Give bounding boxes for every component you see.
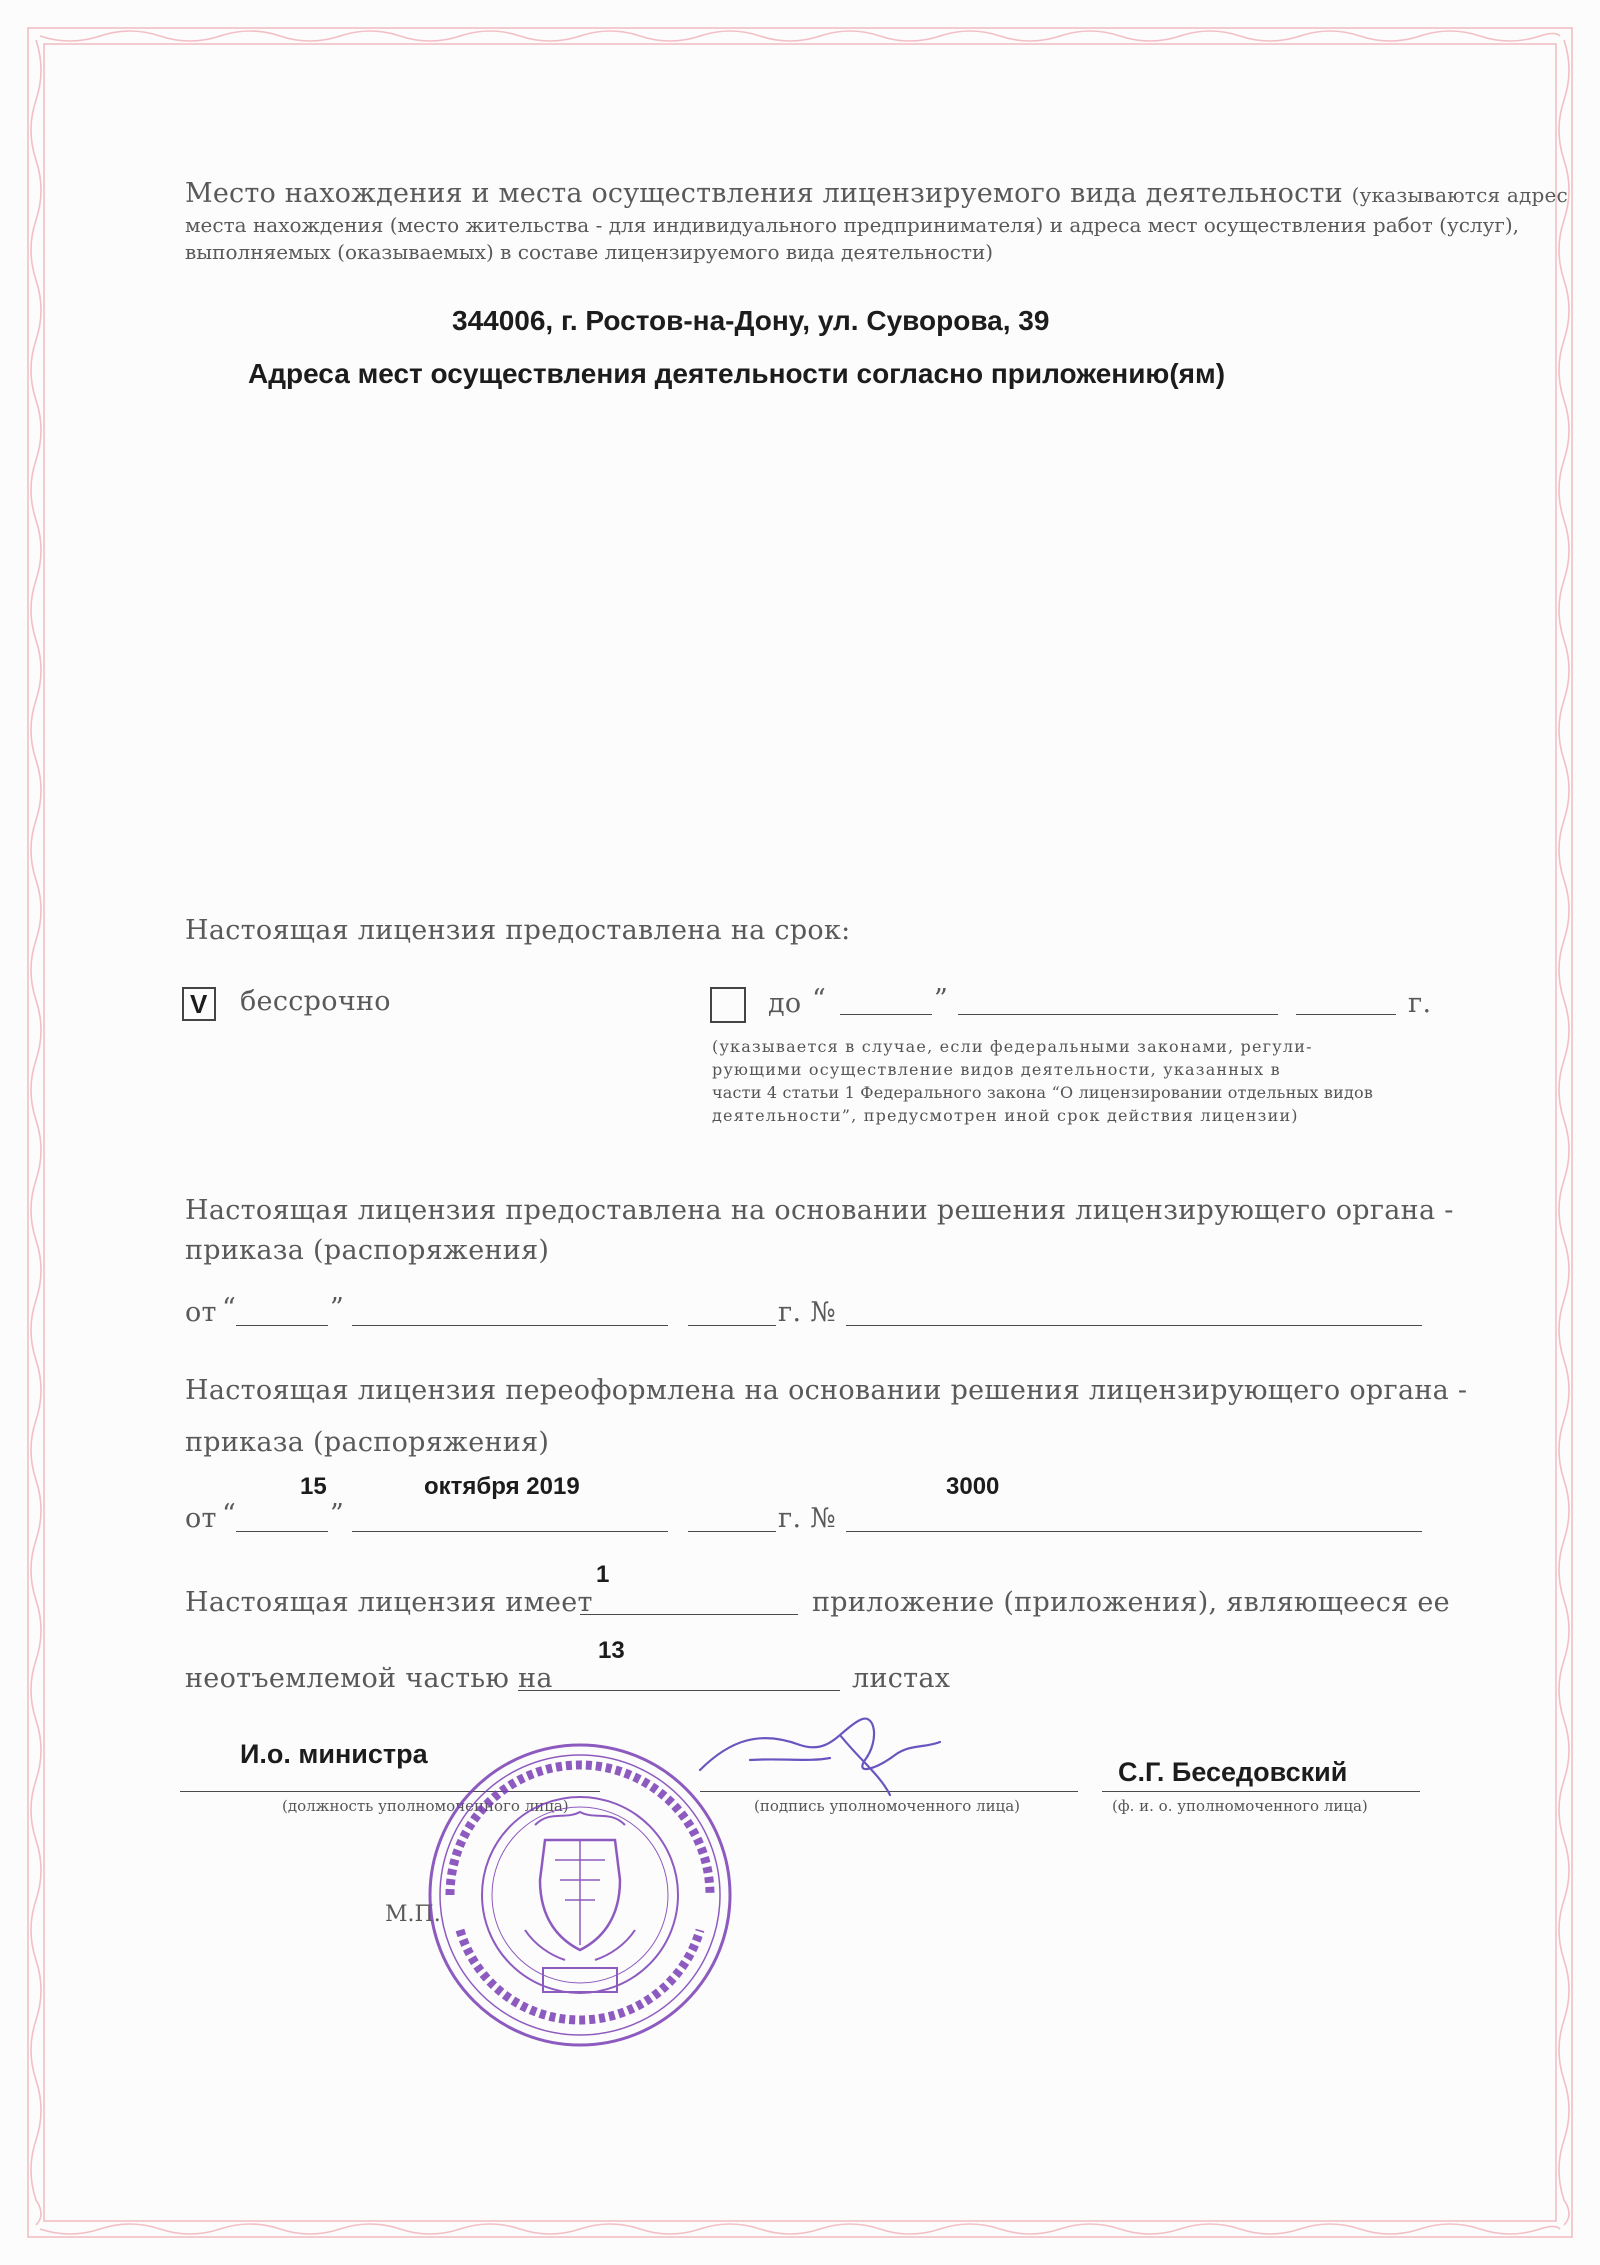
granted-day-line bbox=[236, 1325, 328, 1326]
check-mark: V bbox=[190, 989, 208, 1019]
position-caption: (должность уполномоченного лица) bbox=[282, 1797, 569, 1815]
granted-number-line bbox=[846, 1325, 1422, 1326]
location-note-line3: выполняемых (оказываемых) в составе лицензируемого вида деятельности) bbox=[185, 240, 994, 264]
reissued-month-year: октября 2019 bbox=[424, 1473, 580, 1500]
reissued-line2: приказа (распоряжения) bbox=[185, 1427, 550, 1458]
appendix-count-line bbox=[580, 1614, 798, 1615]
until-close-quote: ” bbox=[934, 984, 949, 1015]
reissued-year-line bbox=[688, 1531, 776, 1532]
name-line bbox=[1102, 1791, 1420, 1792]
signatory-name: С.Г. Беседовский bbox=[1118, 1757, 1348, 1787]
reissued-from-label: от bbox=[185, 1503, 217, 1534]
term-note-line1: (указывается в случае, если федеральными законами, регули- bbox=[712, 1037, 1313, 1056]
reissued-number-line bbox=[846, 1531, 1422, 1532]
name-caption: (ф. и. о. уполномоченного лица) bbox=[1112, 1797, 1368, 1815]
indefinite-checkbox[interactable] bbox=[182, 987, 216, 1021]
term-note-line4: деятельности”, предусмотрен иной срок действия лицензии) bbox=[712, 1106, 1299, 1125]
reissued-month-line bbox=[352, 1531, 668, 1532]
reissued-year-no: г. № bbox=[778, 1503, 837, 1534]
appendix-count: 1 bbox=[596, 1561, 610, 1588]
location-note-line2: места нахождения (место жительства - для индивидуального предпринимателя) и адреса мест осуществления работ (услуг), bbox=[185, 213, 1520, 237]
until-year-line bbox=[1296, 1014, 1396, 1015]
term-heading: Настоящая лицензия предоставлена на срок: bbox=[185, 915, 851, 946]
term-note-line3: части 4 статьи 1 Федерального закона “О лицензировании отдельных видов bbox=[712, 1083, 1374, 1102]
address-value: 344006, г. Ростов-на-Дону, ул. Суворова, 39 bbox=[452, 305, 1050, 336]
seal-label: М.П. bbox=[385, 1902, 441, 1927]
appendix-line2-prefix: неотъемлемой частью на bbox=[185, 1663, 553, 1694]
reissued-day: 15 bbox=[300, 1473, 327, 1500]
official-seal bbox=[415, 1730, 745, 2060]
addresses-note: Адреса мест осуществления деятельности согласно приложению(ям) bbox=[248, 358, 1226, 389]
indefinite-label: бессрочно bbox=[240, 986, 391, 1017]
signature-caption: (подпись уполномоченного лица) bbox=[754, 1797, 1021, 1815]
appendix-line1-prefix: Настоящая лицензия имеет bbox=[185, 1587, 593, 1618]
until-checkbox[interactable] bbox=[710, 987, 746, 1023]
until-open-quote: “ bbox=[812, 984, 827, 1015]
granted-close-quote: ” bbox=[330, 1293, 345, 1324]
appendix-line2-suffix: листах bbox=[852, 1663, 951, 1694]
granted-line1: Настоящая лицензия предоставлена на основании решения лицензирующего органа - bbox=[185, 1195, 1454, 1226]
granted-open-quote: “ bbox=[222, 1293, 237, 1324]
until-month-line bbox=[958, 1014, 1278, 1015]
reissued-close-quote: ” bbox=[330, 1499, 345, 1530]
reissued-day-line bbox=[236, 1531, 328, 1532]
reissued-open-quote: “ bbox=[222, 1499, 237, 1530]
granted-year-no: г. № bbox=[778, 1297, 837, 1328]
reissued-number: 3000 bbox=[946, 1473, 1000, 1500]
reissued-line1: Настоящая лицензия переоформлена на основании решения лицензирующего органа - bbox=[185, 1375, 1468, 1406]
granted-from-label: от bbox=[185, 1297, 217, 1328]
location-note-line1: (указываются адрес bbox=[1351, 183, 1568, 207]
appendix-line1-suffix: приложение (приложения), являющееся ее bbox=[812, 1587, 1450, 1618]
appendix-sheets-line bbox=[518, 1690, 840, 1691]
granted-year-line bbox=[688, 1325, 776, 1326]
location-heading: Место нахождения и места осуществления лицензируемого вида деятельности (указываются адрес bbox=[185, 178, 1568, 209]
signatory-position: И.о. министра bbox=[240, 1739, 428, 1769]
appendix-sheets: 13 bbox=[598, 1637, 625, 1664]
until-year-suffix: г. bbox=[1408, 988, 1432, 1019]
term-note bbox=[712, 1035, 1422, 1127]
term-note-line2: рующими осуществление видов деятельности, указанных в bbox=[712, 1060, 1281, 1079]
granted-month-line bbox=[352, 1325, 668, 1326]
until-day-line bbox=[840, 1014, 932, 1015]
granted-line2: приказа (распоряжения) bbox=[185, 1235, 550, 1266]
until-prefix: до bbox=[768, 988, 802, 1019]
